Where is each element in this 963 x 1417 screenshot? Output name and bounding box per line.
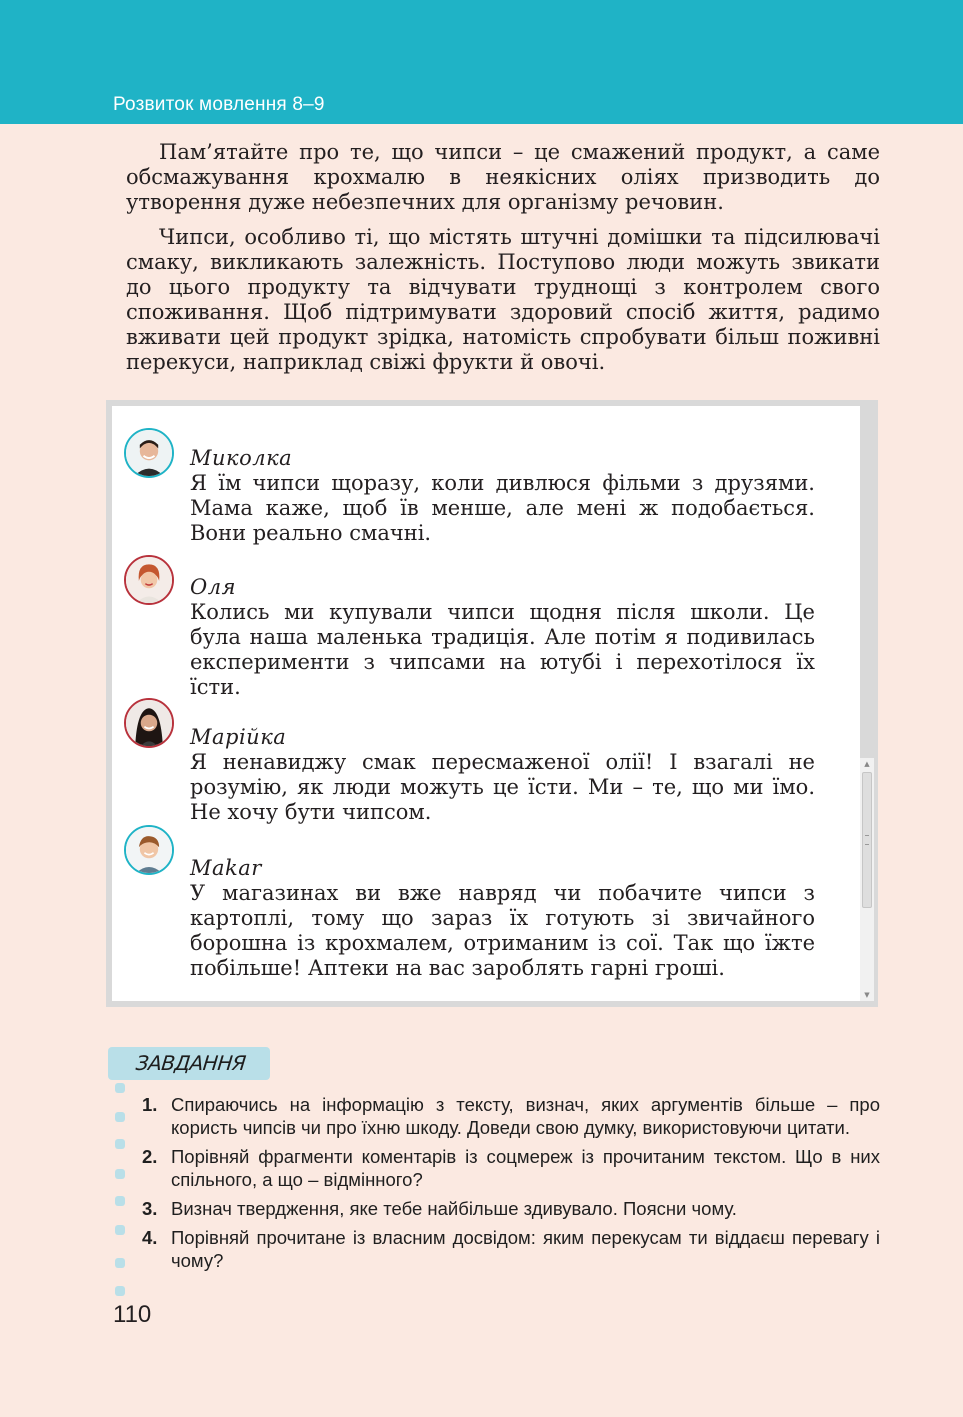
scroll-down-icon[interactable]: ▼: [864, 991, 870, 999]
task-item: [140, 1226, 880, 1272]
grip-icon: [865, 835, 869, 845]
tasks-label-text: ЗАВДАННЯ: [134, 1051, 247, 1075]
dot-icon: [115, 1139, 125, 1149]
comment-author: Миколка: [190, 446, 293, 470]
comment-author: Марійка: [190, 725, 287, 749]
page-number: 110: [113, 1301, 152, 1328]
tasks-list: [140, 1093, 880, 1278]
comment-text: Я їм чипси щоразу, коли дивлюся фільми з друзями. Мама каже, щоб їв менше, але мені ж подобається. Вони реально смачні.: [190, 471, 815, 545]
task-text: Визнач твердження, яке тебе найбільше здивувало. Поясни чому.: [171, 1198, 737, 1219]
intro-paragraph: Чипси, особливо ті, що містять штучні домішки та підсилювачі смаку, викликають залежність. Поступово люди можуть звикати до цього продукту та відчувати труднощі з контролем свого споживання. Щоб підтримувати здоровий спосіб життя, радимо вживати цей продукт зрідка, натомість спробувати більш поживні перекуси, наприклад свіжі фрукти й овочі.: [126, 225, 880, 374]
task-text: Порівняй прочитане із власним досвідом: яким перекусам ти віддаєш перевагу і чому?: [171, 1227, 880, 1271]
dot-icon: [115, 1225, 125, 1235]
avatar-icon: [124, 555, 174, 605]
task-number: 1.: [142, 1094, 158, 1115]
intro-paragraph: Пам’ятайте про те, що чипси – це смажений продукт, а саме обсмажування крохмалю в неякісних оліях призводить до утворення дуже небезпечних для організму речовин.: [126, 140, 880, 214]
comments-panel: [106, 400, 878, 1007]
comment-text: Я ненавиджу смак пересмаженої олії! І взагалі не розумію, як люди можуть це їсти. Ми – те, що ми їмо. Не хочу бути чипсом.: [190, 750, 815, 824]
avatar-icon: [124, 698, 174, 748]
comment-text: Колись ми купували чипси щодня після школи. Це була наша маленька традиція. Але потім я подивилась експерименти з чипсами на ютубі і перехотілося їх їсти.: [190, 600, 815, 699]
avatar-icon: [124, 825, 174, 875]
header-bar: [0, 0, 963, 124]
intro-text: [126, 140, 880, 385]
task-number: 4.: [142, 1227, 158, 1248]
scroll-thumb[interactable]: [862, 772, 872, 908]
task-text: Спираючись на інформацію з тексту, визнач, яких аргументів більше – про користь чипсів чи про їхню шкоду. Доведи свою думку, використовуючи цитати.: [171, 1094, 880, 1138]
comment-text: У магазинах ви вже навряд чи побачите чипси з картоплі, тому що зараз їх готують зі звичайного борошна із крохмалем, отриманим із сої. Так що їжте побільше! Аптеки на вас зароблять гарні гроші.: [190, 881, 815, 980]
scroll-up-icon[interactable]: ▲: [864, 760, 870, 768]
tasks-label: [108, 1047, 270, 1080]
task-item: [140, 1197, 880, 1220]
dot-icon: [115, 1286, 125, 1296]
task-number: 3.: [142, 1198, 158, 1219]
dot-icon: [115, 1083, 125, 1093]
dot-icon: [115, 1196, 125, 1206]
task-text: Порівняй фрагменти коментарів із соцмереж із прочитаним текстом. Що в них спільного, а що – відмінного?: [171, 1146, 880, 1190]
task-item: [140, 1093, 880, 1139]
dot-icon: [115, 1169, 125, 1179]
avatar-icon: [124, 428, 174, 478]
dot-icon: [115, 1112, 125, 1122]
comment-author: Makar: [190, 856, 262, 880]
comment-author: Оля: [190, 575, 236, 599]
section-title: Розвиток мовлення 8–9: [113, 94, 325, 115]
comments-list: [112, 406, 870, 1001]
dot-icon: [115, 1258, 125, 1268]
task-number: 2.: [142, 1146, 158, 1167]
comments-scrollbar[interactable]: [860, 758, 874, 1001]
task-item: [140, 1145, 880, 1191]
